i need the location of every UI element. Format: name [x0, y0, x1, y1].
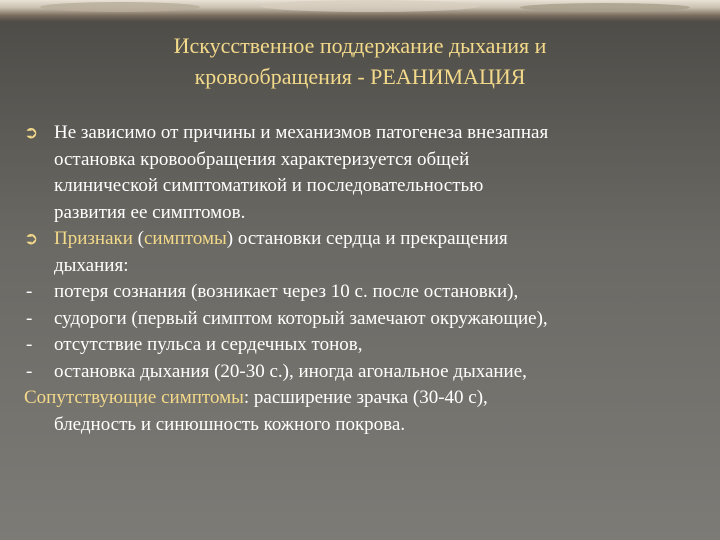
- decor-shape: [40, 2, 200, 12]
- bullet-text: (: [132, 228, 144, 249]
- dash-text: потеря сознания (возникает через 10 с. после остановки),: [54, 281, 519, 302]
- decor-shape: [260, 0, 480, 12]
- summary-item: [24, 385, 704, 438]
- bullet-line: остановка кровообращения характеризуется общей: [54, 148, 470, 170]
- bullet-line: развития ее симптомов.: [54, 201, 246, 223]
- dash-marker: -: [26, 307, 33, 329]
- dash-item: [24, 306, 704, 333]
- dash-text: остановка дыхания (20-30 с.), иногда агональное дыхание,: [54, 360, 527, 382]
- bullet-line: Не зависимо от причины и механизмов патогенеза внезапная: [54, 122, 549, 143]
- summary-line: [24, 387, 488, 408]
- bullet-item: [24, 120, 704, 226]
- slide-content: [24, 120, 704, 438]
- decorative-top-band: [0, 0, 720, 22]
- highlight-text: симптомы: [143, 228, 227, 249]
- bullet-text: ) остановки сердца и прекращения: [226, 228, 508, 249]
- dash-marker: -: [26, 334, 33, 355]
- summary-text: : расширение зрачка (30-40 с),: [243, 387, 488, 408]
- dash-text: отсутствие пульса и сердечных тонов,: [54, 334, 363, 355]
- arrow-bullet-icon: ➲: [24, 229, 39, 249]
- dash-marker: -: [26, 360, 33, 382]
- dash-text: судороги (первый симптом который замечают окружающие),: [54, 307, 548, 329]
- dash-item: [24, 332, 704, 359]
- dash-item: [24, 279, 704, 306]
- highlight-text: Признаки: [54, 228, 133, 249]
- bullet-item: [24, 226, 704, 279]
- arrow-bullet-icon: ➲: [24, 123, 39, 143]
- summary-line: бледность и синюшность кожного покрова.: [54, 413, 406, 435]
- bullet-line: дыхания:: [54, 254, 129, 276]
- bullet-line: [54, 226, 704, 253]
- decor-shape: [520, 3, 690, 12]
- highlight-text: Сопутствующие симптомы: [24, 387, 244, 408]
- dash-item: [24, 359, 704, 386]
- slide-title: [60, 30, 660, 92]
- title-line-2: кровообращения - РЕАНИМАЦИЯ: [194, 64, 526, 89]
- bullet-line: клинической симптоматикой и последовательностью: [54, 175, 484, 196]
- dash-marker: -: [26, 281, 33, 302]
- title-line-1: Искусственное поддержание дыхания и: [173, 33, 547, 58]
